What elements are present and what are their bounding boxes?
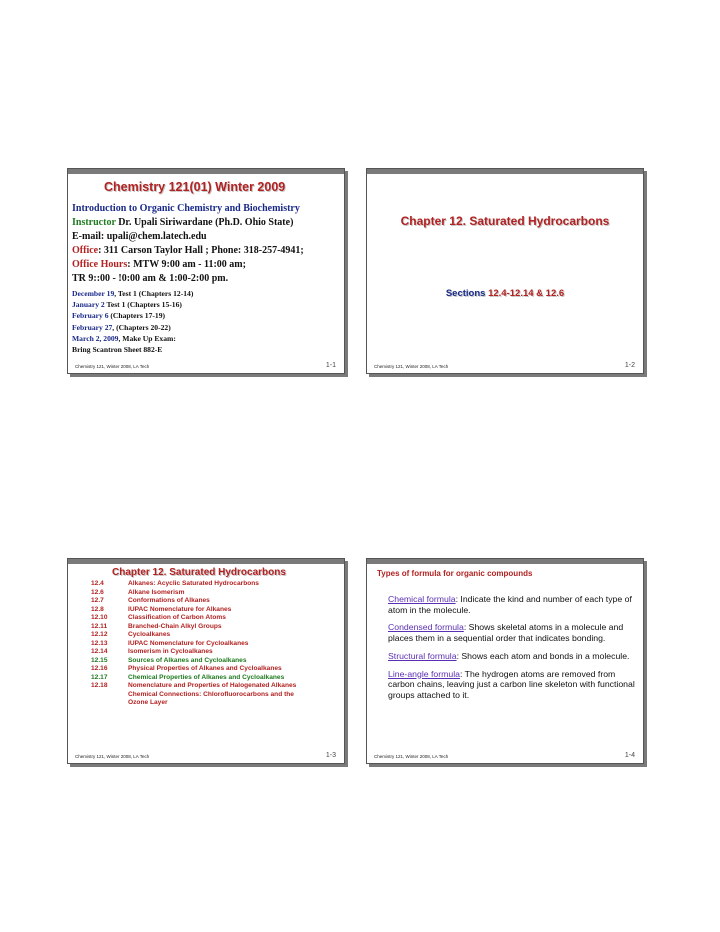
section-item (91, 682, 340, 691)
section-title: Classification of Carbon Atoms (128, 614, 226, 621)
schedule-date: March 2, 2009 (72, 333, 119, 343)
formula-description: : Shows skeletal atoms in a molecule and places them in a sequential order that indicates bonding. (388, 622, 624, 644)
slide-body (72, 202, 340, 355)
section-item (91, 623, 340, 632)
section-number: 12.18 (91, 682, 108, 689)
instructor-line (72, 216, 340, 230)
formula-definition (388, 622, 635, 643)
office-label: Office (72, 245, 99, 256)
schedule-date: February 6 (72, 311, 109, 321)
slide-footer: Chemistry 121, Winter 2008, LA Tech (374, 364, 449, 369)
office-hours-line-2: TR 9::00 - !0:00 am & 1:00-2:00 pm. (72, 273, 229, 284)
section-title: Sources of Alkanes and Cycloalkanes (128, 656, 247, 664)
section-title: Alkanes: Acyclic Saturated Hydrocarbons (128, 580, 259, 587)
section-number: 12.11 (91, 622, 108, 630)
section-title: Nomenclature and Properties of Halogenated Alkanes (128, 682, 297, 689)
section-title: Isomerism in Cycloalkanes (128, 648, 213, 655)
instructor-label: Instructor (72, 217, 116, 228)
slide-footer: Chemistry 121, Winter 2008, LA Tech (75, 364, 150, 369)
slide-title: Chapter 12. Saturated Hydrocarbons (112, 567, 286, 578)
section-title: Conformations of Alkanes (128, 597, 210, 604)
section-item (91, 665, 340, 674)
sections-line (367, 288, 643, 299)
slide-1 (67, 168, 345, 374)
section-item (91, 640, 340, 649)
formula-term-link[interactable]: Structural formula (388, 650, 457, 661)
office-hours-label: Office Hours (72, 259, 128, 270)
section-item (91, 657, 340, 666)
slide-footer: Chemistry 121, Winter 2008, LA Tech (374, 754, 449, 759)
formula-definition (388, 669, 635, 701)
slide-top-bar (367, 559, 643, 564)
sections-value: 12.4-12.14 & 12.6 (485, 288, 565, 299)
section-title: Chemical Connections: Chlorofluorocarbons and the (128, 690, 294, 698)
section-title: IUPAC Nomenclature for Alkanes (128, 605, 232, 613)
schedule-item (72, 310, 340, 321)
formula-description: : Shows each atom and bonds in a molecule. (456, 650, 630, 661)
slide-number: 1-1 (325, 362, 336, 369)
slide-2 (366, 168, 644, 374)
section-number: 12.14 (91, 648, 108, 655)
course-title: Introduction to Organic Chemistry and Biochemistry (72, 203, 300, 214)
section-title: Branched-Chain Alkyl Groups (128, 622, 222, 630)
slide-number: 1-4 (624, 752, 635, 759)
schedule-text: , (Chapters 20-22) (112, 322, 171, 332)
formula-term-link[interactable]: Chemical formula (388, 594, 456, 604)
formula-description: : The hydrogen atoms are removed from carbon chains, leaving just a carbon line skeleton with functional groups attached to it. (388, 668, 635, 700)
formula-list (388, 594, 635, 708)
section-number: 12.15 (91, 656, 108, 664)
slide-footer: Chemistry 121, Winter 2008, LA Tech (75, 754, 150, 759)
section-item (91, 674, 340, 683)
schedule-item (72, 299, 340, 310)
sections-label: Sections (445, 288, 486, 299)
schedule-text: , Test 1 (Chapters 12-14) (114, 289, 194, 298)
section-item (91, 614, 340, 623)
section-number: 12.4 (91, 580, 104, 587)
section-number: 12.8 (91, 605, 104, 613)
email-line: E-mail: upali@chem.latech.edu (72, 231, 207, 242)
slide-top-bar (68, 559, 344, 564)
office-hours-line (72, 258, 340, 272)
slide-title: Types of formula for organic compounds (377, 569, 533, 578)
formula-definition (388, 594, 635, 615)
section-item (91, 691, 340, 700)
section-number: 12.7 (91, 597, 104, 604)
schedule-item (72, 288, 340, 299)
section-number: 12.6 (91, 588, 104, 596)
slide-top-bar (367, 169, 643, 174)
schedule-text: , Make Up Exam: (118, 333, 176, 343)
section-item (91, 648, 340, 657)
section-title: IUPAC Nomenclature for Cycloalkanes (128, 639, 249, 647)
section-title: Alkane Isomerism (128, 588, 185, 596)
office-hours-value: : MTW 9:00 am - 11:00 am; (127, 259, 246, 270)
section-number: 12.16 (91, 665, 108, 672)
section-number: 12.17 (91, 673, 108, 681)
section-item (91, 606, 340, 615)
slide-number: 1-3 (325, 752, 336, 759)
schedule-text: Test 1 (Chapters 15-16) (104, 300, 182, 310)
office-line (72, 244, 340, 258)
slide-title: Chemistry 121(01) Winter 2009 (104, 180, 286, 194)
slide-number: 1-2 (624, 362, 635, 369)
instructor-value: Dr. Upali Siriwardane (Ph.D. Ohio State) (115, 217, 294, 228)
slide-3 (67, 558, 345, 764)
formula-description: : Indicate the kind and number of each type of atom in the molecule. (388, 594, 632, 615)
section-number: 12.10 (91, 614, 108, 621)
schedule-date: February 27 (72, 322, 113, 332)
section-list (91, 580, 340, 708)
section-number (91, 691, 128, 700)
schedule-text: (Chapters 17-19) (108, 311, 166, 321)
section-title: Physical Properties of Alkanes and Cycloalkanes (128, 665, 282, 672)
office-value: : 311 Carson Taylor Hall ; Phone: 318-257-4941; (98, 245, 304, 256)
section-item (91, 580, 340, 589)
slide-top-bar (68, 169, 344, 174)
schedule-date: December 19 (72, 289, 115, 298)
slide-title: Chapter 12. Saturated Hydrocarbons (400, 214, 610, 228)
section-item (91, 631, 340, 640)
section-number: 12.12 (91, 631, 108, 638)
schedule-date: January 2 (72, 300, 105, 310)
schedule-item (72, 322, 340, 333)
section-item (91, 589, 340, 598)
section-item (91, 597, 340, 606)
formula-definition (388, 651, 635, 662)
formula-term-link[interactable]: Condensed formula (388, 622, 464, 633)
section-number: 12.13 (91, 639, 108, 647)
formula-term-link[interactable]: Line-angle formula (388, 668, 460, 679)
section-number (91, 699, 128, 708)
scantron-note: Bring Scantron Sheet 882-E (72, 345, 163, 355)
slide-4 (366, 558, 644, 764)
section-title: Cycloalkanes (128, 631, 171, 638)
schedule-item (72, 333, 340, 344)
section-title: Chemical Properties of Alkanes and Cycloalkanes (128, 673, 285, 681)
section-item (91, 699, 340, 708)
section-title: Ozone Layer (128, 699, 168, 706)
